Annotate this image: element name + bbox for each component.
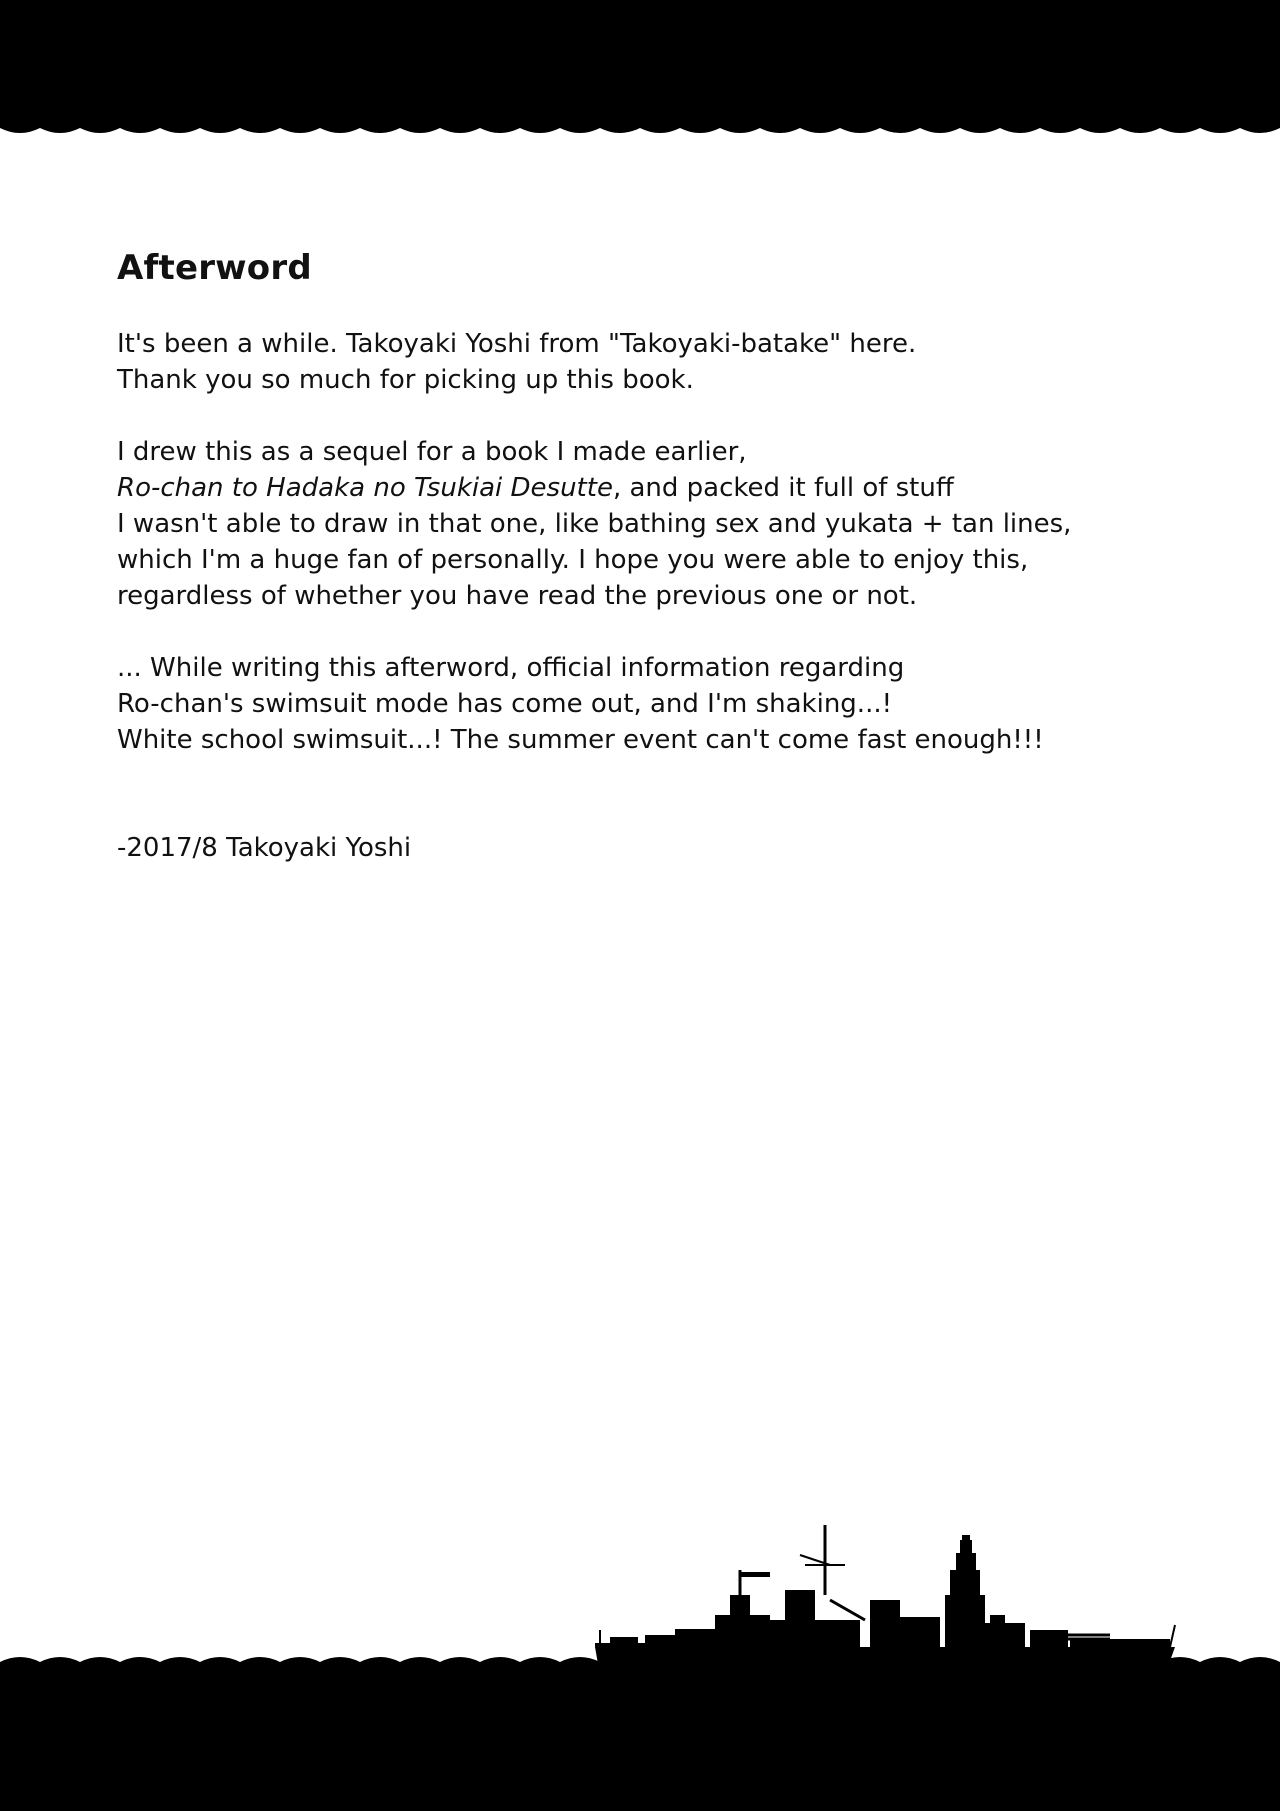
text-line: which I'm a huge fan of personally. I hope you were able to enjoy this, xyxy=(117,545,1029,575)
text-line: I drew this as a sequel for a book I made earlier, xyxy=(117,437,747,467)
text-line: It's been a while. Takoyaki Yoshi from "Takoyaki-batake" here. xyxy=(117,329,917,359)
text-line: I wasn't able to draw in that one, like bathing sex and yukata + tan lines, xyxy=(117,509,1072,539)
text-line: Ro-chan's swimsuit mode has come out, and I'm shaking...! xyxy=(117,689,893,719)
text-line: regardless of whether you have read the previous one or not. xyxy=(117,581,918,611)
text-fragment: , and packed it full of stuff xyxy=(612,473,954,503)
top-wave-border xyxy=(0,0,1280,140)
page-title: Afterword xyxy=(117,248,312,288)
book-title: Ro-chan to Hadaka no Tsukiai Desutte xyxy=(117,473,613,503)
afterword-page xyxy=(117,248,1197,866)
paragraph-greeting xyxy=(117,326,1197,398)
paragraph-swimsuit xyxy=(117,650,1197,758)
text-line xyxy=(117,470,1197,506)
signature: -2017/8 Takoyaki Yoshi xyxy=(117,833,412,863)
text-line: White school swimsuit...! The summer event can't come fast enough!!! xyxy=(117,725,1044,755)
bottom-wave-border xyxy=(0,1640,1280,1811)
text-line: Thank you so much for picking up this book. xyxy=(117,365,694,395)
paragraph-sequel xyxy=(117,434,1197,614)
text-line: ... While writing this afterword, official information regarding xyxy=(117,653,905,683)
